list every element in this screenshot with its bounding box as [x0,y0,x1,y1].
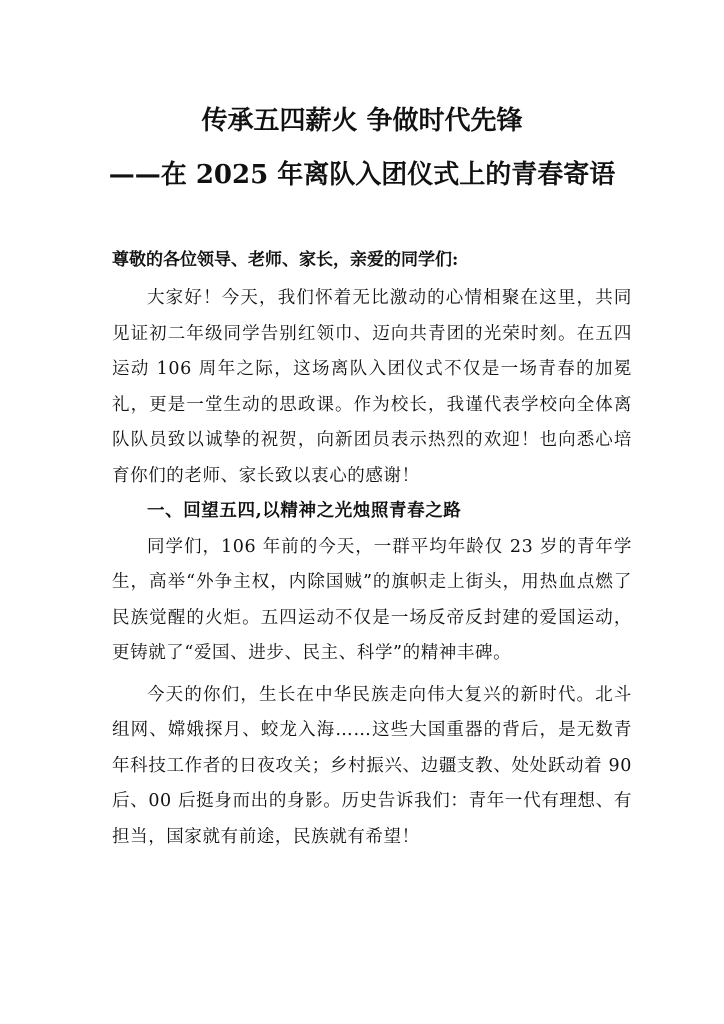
document-subtitle: ——在 2025 年离队入团仪式上的青春寄语 [108,160,616,190]
paragraph-section1-1: 同学们，106 年前的今天，一群平均年龄仅 23 岁的青年学生，高举“外争主权，内除国贼”的旗帜走上街头，用热血点燃了民族觉醒的火炬。五四运动不仅是一场反帝反封建的爱国运动，更铸就了“爱国、进步、民主、科学”的精神丰碑。 [112,536,632,663]
salutation: 尊敬的各位领导、老师、家长，亲爱的同学们: [112,250,459,270]
document-body [112,281,632,855]
document-title: 传承五四薪火 争做时代先锋 [201,106,523,136]
paragraph-section1-2: 今天的你们，生长在中华民族走向伟大复兴的新时代。北斗组网、嫦娥探月、蛟龙入海……这些大国重器的背后，是无数青年科技工作者的日夜攻关；乡村振兴、边疆支教、处处跃动着 90 后、00 后挺身而出的身影。历史告诉我们：青年一代有理想、有担当，国家就有前途，民族就有希望！ [112,684,632,847]
section-heading-1: 一、回望五四,以精神之光烛照青春之路 [147,501,462,521]
paragraph-opening: 大家好！今天，我们怀着无比激动的心情相聚在这里，共同见证初二年级同学告别红领巾、迈向共青团的光荣时刻。在五四运动 106 周年之际，这场离队入团仪式不仅是一场青春的加冕礼，更是一堂生动的思政课。作为校长，我谨代表学校向全体离队队员致以诚挚的祝贺，向新团员表示热烈的欢迎！也向悉心培育你们的老师、家长致以衷心的感谢！ [112,288,632,486]
